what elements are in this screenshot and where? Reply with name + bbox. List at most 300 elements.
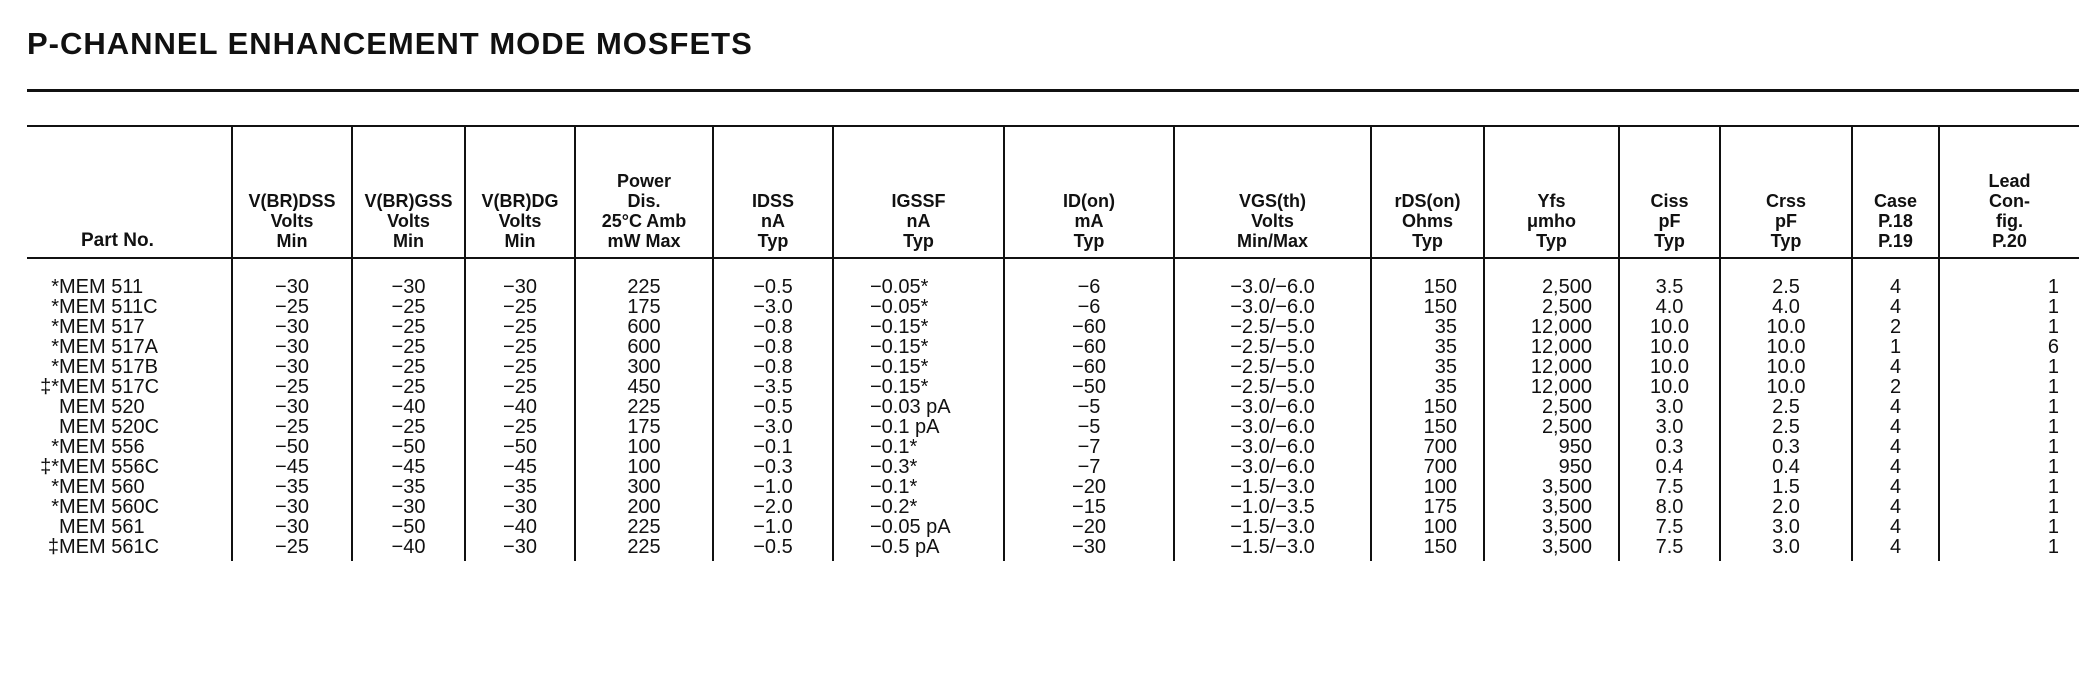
idss-cell: −0.5 (713, 397, 833, 417)
part-number-cell (27, 397, 232, 417)
table-row (27, 337, 2079, 357)
vgsth-cell: −2.5/−5.0 (1174, 377, 1371, 397)
ciss-cell: 3.5 (1619, 277, 1720, 297)
rds-cell: 100 (1371, 517, 1484, 537)
column-header-line: Volts (1251, 211, 1294, 231)
header-row (27, 127, 2079, 258)
pd-cell: 175 (575, 417, 713, 437)
column-header (1720, 127, 1852, 258)
vdss-cell: −30 (232, 277, 352, 297)
crss-cell: 0.3 (1720, 437, 1852, 457)
pd-cell: 200 (575, 497, 713, 517)
column-header-line: Typ (1770, 231, 1802, 251)
column-header-line: Crss (1765, 191, 1807, 211)
part-number-cell (27, 497, 232, 517)
vdss-cell: −30 (232, 397, 352, 417)
pd-cell: 300 (575, 477, 713, 497)
idss-cell: −0.8 (713, 357, 833, 377)
vgss-cell: −25 (352, 337, 465, 357)
column-header (575, 127, 713, 258)
case-cell: 4 (1852, 477, 1939, 497)
ciss-cell: 7.5 (1619, 517, 1720, 537)
part-number: MEM 520 (59, 396, 145, 418)
idss-cell: −0.8 (713, 317, 833, 337)
yfs-cell: 12,000 (1484, 317, 1619, 337)
column-header-line: Min (504, 231, 536, 251)
table-row (27, 417, 2079, 437)
column-header-line: Yfs (1537, 191, 1566, 211)
vgss-cell: −40 (352, 537, 465, 557)
column-header (1852, 127, 1939, 258)
table-row (27, 437, 2079, 457)
yfs-cell: 3,500 (1484, 477, 1619, 497)
column-header (1484, 127, 1619, 258)
column-header-line: μmho (1526, 211, 1576, 231)
title-rule (27, 89, 2079, 92)
vdg-cell: −25 (465, 297, 575, 317)
footnote-mark: ‡ (47, 536, 59, 558)
crss-cell: 1.5 (1720, 477, 1852, 497)
column-header-line: Typ (1654, 231, 1685, 251)
pd-cell: 600 (575, 317, 713, 337)
pd-cell: 300 (575, 357, 713, 377)
page-title: P-CHANNEL ENHANCEMENT MODE MOSFETS (27, 26, 753, 61)
column-header-line: Volts (387, 211, 430, 231)
case-cell: 2 (1852, 377, 1939, 397)
lead-cell: 1 (1939, 457, 2079, 477)
case-cell: 2 (1852, 317, 1939, 337)
column-header-line: V(BR)DG (481, 191, 559, 211)
table-row (27, 357, 2079, 377)
idss-cell: −0.8 (713, 337, 833, 357)
part-number-cell (27, 357, 232, 377)
vgss-cell: −45 (352, 457, 465, 477)
case-cell: 4 (1852, 417, 1939, 437)
pd-cell: 100 (575, 457, 713, 477)
column-header-line: Power Dis. (616, 171, 672, 211)
part-number: MEM 561 (59, 516, 145, 538)
part-number-cell (27, 437, 232, 457)
part-number: MEM 511C (59, 296, 158, 318)
idon-cell: −7 (1004, 437, 1174, 457)
vgss-cell: −25 (352, 297, 465, 317)
case-cell: 4 (1852, 437, 1939, 457)
column-header-line: fig. (1996, 211, 2023, 231)
pd-cell: 225 (575, 537, 713, 557)
mosfet-spec-table (27, 127, 2079, 561)
lead-cell: 1 (1939, 537, 2079, 557)
spacer-row (27, 258, 2079, 277)
rds-cell: 150 (1371, 297, 1484, 317)
idon-cell: −20 (1004, 477, 1174, 497)
idon-cell: −6 (1004, 277, 1174, 297)
crss-cell: 3.0 (1720, 537, 1852, 557)
pd-cell: 175 (575, 297, 713, 317)
part-number-cell (27, 537, 232, 557)
yfs-cell: 2,500 (1484, 417, 1619, 437)
idon-cell: −50 (1004, 377, 1174, 397)
part-number-cell (27, 377, 232, 397)
yfs-cell: 2,500 (1484, 397, 1619, 417)
column-header-line: Typ (757, 231, 789, 251)
ciss-cell: 10.0 (1619, 357, 1720, 377)
footnote-mark: * (51, 496, 59, 518)
part-number: MEM 560C (59, 496, 160, 518)
vgsth-cell: −3.0/−6.0 (1174, 417, 1371, 437)
part-number: MEM 560 (59, 476, 145, 498)
idon-cell: −6 (1004, 297, 1174, 317)
footnote-mark: ‡* (40, 376, 59, 398)
crss-cell: 2.0 (1720, 497, 1852, 517)
ciss-cell: 10.0 (1619, 317, 1720, 337)
vdg-cell: −25 (465, 357, 575, 377)
yfs-cell: 950 (1484, 457, 1619, 477)
lead-cell: 6 (1939, 337, 2079, 357)
table-row (27, 517, 2079, 537)
ciss-cell: 7.5 (1619, 477, 1720, 497)
table-row (27, 457, 2079, 477)
vgss-cell: −50 (352, 437, 465, 457)
rds-cell: 35 (1371, 357, 1484, 377)
crss-cell: 2.5 (1720, 277, 1852, 297)
footnote-mark: * (51, 356, 59, 378)
case-cell: 4 (1852, 397, 1939, 417)
igssf-cell: −0.05* (833, 297, 1004, 317)
igssf-cell: −0.2* (833, 497, 1004, 517)
vgsth-cell: −3.0/−6.0 (1174, 277, 1371, 297)
vgsth-cell: −3.0/−6.0 (1174, 457, 1371, 477)
rds-cell: 100 (1371, 477, 1484, 497)
lead-cell: 1 (1939, 437, 2079, 457)
yfs-cell: 3,500 (1484, 497, 1619, 517)
column-header-line: Typ (903, 231, 934, 251)
ciss-cell: 4.0 (1619, 297, 1720, 317)
rds-cell: 35 (1371, 317, 1484, 337)
lead-cell: 1 (1939, 357, 2079, 377)
table-row (27, 537, 2079, 557)
vdg-cell: −25 (465, 377, 575, 397)
vdss-cell: −25 (232, 537, 352, 557)
column-header-line: IDSS (751, 191, 794, 211)
footnote-mark: * (51, 296, 59, 318)
idon-cell: −30 (1004, 537, 1174, 557)
vdss-cell: −30 (232, 517, 352, 537)
crss-cell: 2.5 (1720, 397, 1852, 417)
part-number-cell (27, 337, 232, 357)
column-header-line: VGS(th) (1239, 191, 1306, 211)
case-cell: 4 (1852, 357, 1939, 377)
lead-cell: 1 (1939, 417, 2079, 437)
yfs-cell: 12,000 (1484, 337, 1619, 357)
idss-cell: −0.5 (713, 537, 833, 557)
part-number-cell (27, 277, 232, 297)
lead-cell: 1 (1939, 477, 2079, 497)
idss-cell: −3.0 (713, 417, 833, 437)
column-header-line: Lead Con- (1988, 171, 2031, 211)
table-header (27, 127, 2079, 258)
column-header-line: Volts (270, 211, 314, 231)
igssf-cell: −0.03 pA (833, 397, 1004, 417)
column-header-line: ID(on) (1063, 191, 1115, 211)
column-header-line: Typ (1412, 231, 1443, 251)
crss-cell: 10.0 (1720, 377, 1852, 397)
vdg-cell: −25 (465, 337, 575, 357)
yfs-cell: 2,500 (1484, 297, 1619, 317)
rds-cell: 700 (1371, 437, 1484, 457)
part-number-cell (27, 517, 232, 537)
yfs-cell: 12,000 (1484, 357, 1619, 377)
vdg-cell: −25 (465, 317, 575, 337)
pd-cell: 225 (575, 397, 713, 417)
vdss-cell: −50 (232, 437, 352, 457)
part-number: MEM 517 (59, 316, 145, 338)
column-header (352, 127, 465, 258)
column-header (1619, 127, 1720, 258)
vgsth-cell: −2.5/−5.0 (1174, 317, 1371, 337)
vgsth-cell: −2.5/−5.0 (1174, 357, 1371, 377)
column-header-line: P.19 (1878, 231, 1913, 251)
column-header-line: Part No. (81, 230, 154, 251)
vgss-cell: −30 (352, 277, 465, 297)
case-cell: 4 (1852, 277, 1939, 297)
pd-cell: 100 (575, 437, 713, 457)
column-header-line: Ohms (1401, 211, 1453, 231)
part-number: MEM 556 (59, 436, 145, 458)
lead-cell: 1 (1939, 377, 2079, 397)
igssf-cell: −0.1 pA (833, 417, 1004, 437)
case-cell: 4 (1852, 517, 1939, 537)
ciss-cell: 0.4 (1619, 457, 1720, 477)
vgss-cell: −25 (352, 357, 465, 377)
column-header-line: Min/Max (1236, 231, 1308, 251)
idss-cell: −1.0 (713, 477, 833, 497)
idss-cell: −2.0 (713, 497, 833, 517)
lead-cell: 1 (1939, 317, 2079, 337)
part-number-cell (27, 317, 232, 337)
vdss-cell: −45 (232, 457, 352, 477)
table-body (27, 258, 2079, 561)
idon-cell: −5 (1004, 417, 1174, 437)
column-header-line: IGSSF (891, 191, 946, 211)
column-header-line: P.20 (1992, 231, 2027, 251)
vdg-cell: −30 (465, 497, 575, 517)
idss-cell: −0.3 (713, 457, 833, 477)
column-header-line: mW Max (607, 231, 681, 251)
column-header (1174, 127, 1371, 258)
rds-cell: 35 (1371, 377, 1484, 397)
vgss-cell: −25 (352, 317, 465, 337)
vdg-cell: −35 (465, 477, 575, 497)
rds-cell: 175 (1371, 497, 1484, 517)
part-number-cell (27, 477, 232, 497)
footnote-mark: * (51, 476, 59, 498)
column-header-line: Typ (1073, 231, 1105, 251)
idon-cell: −60 (1004, 337, 1174, 357)
vdss-cell: −30 (232, 357, 352, 377)
vdss-cell: −35 (232, 477, 352, 497)
vgsth-cell: −3.0/−6.0 (1174, 297, 1371, 317)
table-row (27, 377, 2079, 397)
vgss-cell: −50 (352, 517, 465, 537)
vgsth-cell: −3.0/−6.0 (1174, 437, 1371, 457)
yfs-cell: 2,500 (1484, 277, 1619, 297)
crss-cell: 3.0 (1720, 517, 1852, 537)
ciss-cell: 10.0 (1619, 337, 1720, 357)
vdg-cell: −40 (465, 517, 575, 537)
crss-cell: 0.4 (1720, 457, 1852, 477)
idon-cell: −20 (1004, 517, 1174, 537)
column-header (1004, 127, 1174, 258)
vgss-cell: −25 (352, 377, 465, 397)
pd-cell: 600 (575, 337, 713, 357)
rds-cell: 700 (1371, 457, 1484, 477)
column-header-line: Typ (1536, 231, 1567, 251)
part-number: MEM 511 (59, 276, 144, 298)
case-cell: 1 (1852, 337, 1939, 357)
column-header (1371, 127, 1484, 258)
column-header-line: nA (761, 211, 785, 231)
idss-cell: −3.0 (713, 297, 833, 317)
column-header-line: pF (1658, 211, 1681, 231)
pd-cell: 225 (575, 277, 713, 297)
vdss-cell: −25 (232, 417, 352, 437)
vdg-cell: −45 (465, 457, 575, 477)
vgsth-cell: −1.5/−3.0 (1174, 477, 1371, 497)
crss-cell: 10.0 (1720, 337, 1852, 357)
igssf-cell: −0.15* (833, 317, 1004, 337)
case-cell: 4 (1852, 297, 1939, 317)
part-number: MEM 517A (59, 336, 158, 358)
column-header (465, 127, 575, 258)
case-cell: 4 (1852, 537, 1939, 557)
igssf-cell: −0.15* (833, 377, 1004, 397)
table-row (27, 277, 2079, 297)
rds-cell: 150 (1371, 277, 1484, 297)
vgsth-cell: −1.5/−3.0 (1174, 517, 1371, 537)
vgss-cell: −30 (352, 497, 465, 517)
column-header-line: P.18 (1878, 211, 1913, 231)
column-header (1939, 127, 2079, 258)
igssf-cell: −0.05 pA (833, 517, 1004, 537)
column-header-line: Min (276, 231, 308, 251)
yfs-cell: 3,500 (1484, 517, 1619, 537)
part-number-cell (27, 417, 232, 437)
column-header-line: Volts (498, 211, 542, 231)
column-header-line: rDS(on) (1394, 191, 1461, 211)
vgsth-cell: −1.0/−3.5 (1174, 497, 1371, 517)
part-number: MEM 561C (59, 536, 160, 558)
igssf-cell: −0.1* (833, 437, 1004, 457)
column-header-line: V(BR)DSS (248, 191, 336, 211)
igssf-cell: −0.5 pA (833, 537, 1004, 557)
igssf-cell: −0.05* (833, 277, 1004, 297)
part-number: MEM 556C (59, 456, 160, 478)
rds-cell: 35 (1371, 337, 1484, 357)
vdg-cell: −30 (465, 277, 575, 297)
column-header (27, 127, 232, 258)
rds-cell: 150 (1371, 397, 1484, 417)
column-header-line: nA (906, 211, 931, 231)
table-row (27, 317, 2079, 337)
crss-cell: 4.0 (1720, 297, 1852, 317)
rds-cell: 150 (1371, 417, 1484, 437)
column-header (833, 127, 1004, 258)
rds-cell: 150 (1371, 537, 1484, 557)
igssf-cell: −0.15* (833, 357, 1004, 377)
ciss-cell: 3.0 (1619, 397, 1720, 417)
vgss-cell: −35 (352, 477, 465, 497)
part-number-cell (27, 297, 232, 317)
vdss-cell: −30 (232, 497, 352, 517)
crss-cell: 10.0 (1720, 317, 1852, 337)
column-header-line: Ciss (1650, 191, 1689, 211)
yfs-cell: 3,500 (1484, 537, 1619, 557)
vdss-cell: −25 (232, 297, 352, 317)
column-header-line: Min (393, 231, 424, 251)
idon-cell: −5 (1004, 397, 1174, 417)
part-number-cell (27, 457, 232, 477)
igssf-cell: −0.15* (833, 337, 1004, 357)
footnote-mark: ‡* (40, 456, 59, 478)
vdg-cell: −40 (465, 397, 575, 417)
footnote-mark: * (51, 316, 59, 338)
yfs-cell: 12,000 (1484, 377, 1619, 397)
ciss-cell: 3.0 (1619, 417, 1720, 437)
yfs-cell: 950 (1484, 437, 1619, 457)
ciss-cell: 0.3 (1619, 437, 1720, 457)
table-row (27, 477, 2079, 497)
column-header (232, 127, 352, 258)
vgsth-cell: −3.0/−6.0 (1174, 397, 1371, 417)
idon-cell: −60 (1004, 317, 1174, 337)
footnote-mark: * (51, 336, 59, 358)
column-header (713, 127, 833, 258)
table-row (27, 497, 2079, 517)
column-header-line: mA (1074, 211, 1104, 231)
vgss-cell: −25 (352, 417, 465, 437)
part-number: MEM 517C (59, 376, 160, 398)
igssf-cell: −0.1* (833, 477, 1004, 497)
idss-cell: −1.0 (713, 517, 833, 537)
vdg-cell: −25 (465, 417, 575, 437)
lead-cell: 1 (1939, 277, 2079, 297)
column-header-line: Case (1873, 191, 1918, 211)
table-row (27, 297, 2079, 317)
case-cell: 4 (1852, 457, 1939, 477)
vdg-cell: −50 (465, 437, 575, 457)
igssf-cell: −0.3* (833, 457, 1004, 477)
lead-cell: 1 (1939, 297, 2079, 317)
vdss-cell: −25 (232, 377, 352, 397)
crss-cell: 2.5 (1720, 417, 1852, 437)
idss-cell: −3.5 (713, 377, 833, 397)
table-row (27, 397, 2079, 417)
vdss-cell: −30 (232, 337, 352, 357)
column-header-line: pF (1775, 211, 1797, 231)
case-cell: 4 (1852, 497, 1939, 517)
ciss-cell: 8.0 (1619, 497, 1720, 517)
vgss-cell: −40 (352, 397, 465, 417)
idss-cell: −0.5 (713, 277, 833, 297)
crss-cell: 10.0 (1720, 357, 1852, 377)
vgsth-cell: −1.5/−3.0 (1174, 537, 1371, 557)
lead-cell: 1 (1939, 517, 2079, 537)
column-header-line: V(BR)GSS (364, 191, 453, 211)
vdss-cell: −30 (232, 317, 352, 337)
pd-cell: 225 (575, 517, 713, 537)
idon-cell: −15 (1004, 497, 1174, 517)
part-number: MEM 517B (59, 356, 158, 378)
